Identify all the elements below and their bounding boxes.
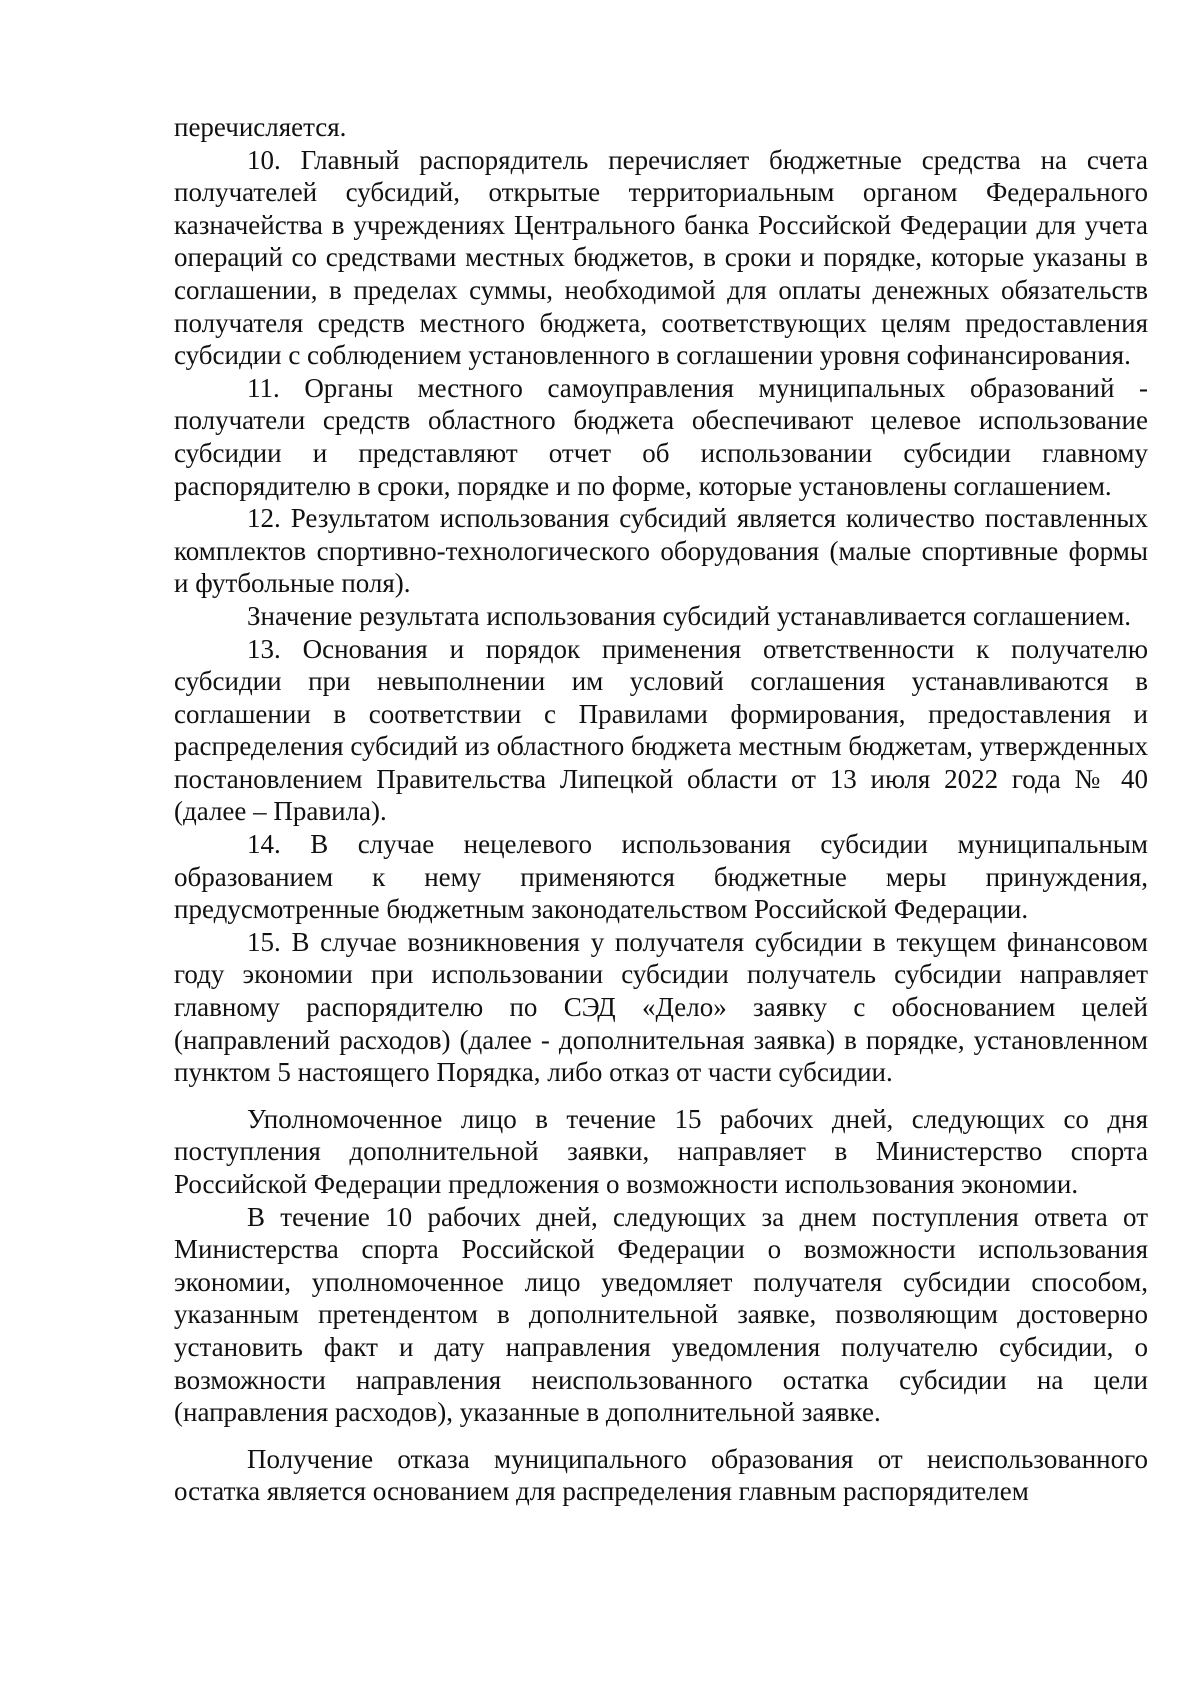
paragraph-item-10: 10. Главный распорядитель перечисляет бюджетные средства на счета получателей субсидий, открытые территориальным органом Федерального казначейства в учреждениях Центрального банка Российской Федерации для учета операций со средствами местных бюджетов, в сроки и порядке, которые указаны в соглашении, в пределах суммы, необходимой для оплаты денежных обязательств получателя средств местного бюджета, соответствующих целям предоставления субсидии с соблюдением установленного в соглашении уровня софинансирования. — [174, 144, 1148, 371]
paragraph-item-14: 14. В случае нецелевого использования субсидии муниципальным образованием к нему применяются бюджетные меры принуждения, предусмотренные бюджетным законодательством Российской Федерации. — [174, 829, 1148, 925]
paragraph-item-13: 13. Основания и порядок применения ответственности к получателю субсидии при невыполнении им условий соглашения устанавливаются в соглашении в соответствии с Правилами формирования, предоставления и распределения субсидий из областного бюджета местным бюджетам, утвержденных постановлением Правительства Липецкой области от 13 июля 2022 года № 40 (далее – Правила). — [174, 633, 1148, 827]
paragraph-notification: В течение 10 рабочих дней, следующих за днем поступления ответа от Министерства спорта Российской Федерации о возможности использования экономии, уполномоченное лицо уведомляет получателя субсидии способом, указанным претендентом в дополнительной заявке, позволяющим достоверно установить факт и дату направления уведомления получателю субсидии, о возможности направления неиспользованного остатка субсидии на цели (направления расходов), указанные в дополнительной заявке. — [174, 1201, 1148, 1428]
paragraph-authorized-person: Уполномоченное лицо в течение 15 рабочих дней, следующих со дня поступления дополнительной заявки, направляет в Министерство спорта Российской Федерации предложения о возможности использования экономии. — [174, 1103, 1148, 1199]
paragraph-item-11: 11. Органы местного самоуправления муниципальных образований - получатели средств областного бюджета обеспечивают целевое использование субсидии и представляют отчет об использовании субсидии главному распорядителю в сроки, порядке и по форме, которые установлены соглашением. — [174, 372, 1148, 501]
paragraph-result-value: Значение результата использования субсидий устанавливается соглашением. — [247, 600, 1132, 631]
paragraph-item-12: 12. Результатом использования субсидий является количество поставленных комплектов спортивно-технологического оборудования (малые спортивные формы и футбольные поля). — [174, 503, 1148, 599]
paragraph-item-15: 15. В случае возникновения у получателя субсидии в текущем финансовом году экономии при использовании субсидии получатель субсидии направляет главному распорядителю по СЭД «Дело» заявку с обоснованием целей (направлений расходов) (далее - дополнительная заявка) в порядке, установленном пунктом 5 настоящего Порядка, либо отказ от части субсидии. — [174, 926, 1148, 1088]
paragraph-continuation: перечисляется. — [174, 112, 347, 142]
document-page — [174, 111, 1148, 1508]
paragraph-refusal: Получение отказа муниципального образования от неиспользованного остатка является основанием для распределения главным распорядителем — [174, 1443, 1148, 1507]
